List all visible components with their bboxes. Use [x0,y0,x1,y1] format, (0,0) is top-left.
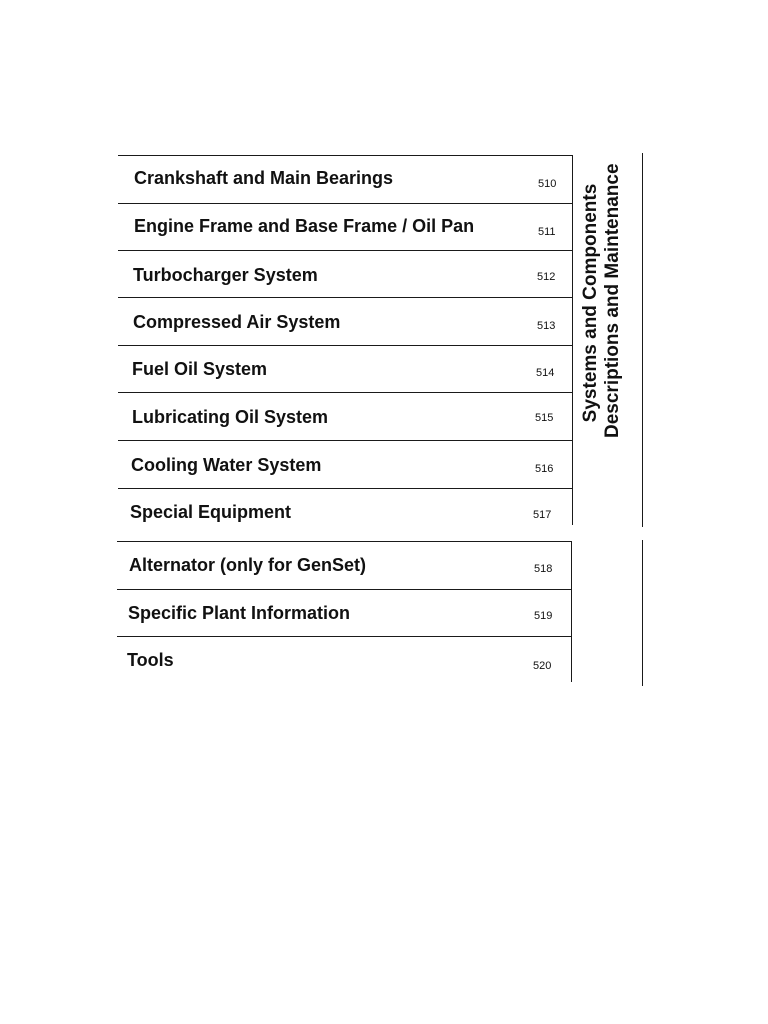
entry-title: Cooling Water System [131,455,322,475]
entry-number: 517 [533,509,552,521]
entry-number: 515 [535,412,554,424]
section-2-right-border [642,540,643,686]
entry-title: Fuel Oil System [132,359,268,379]
divider-group-2-top [117,541,571,542]
divider [118,345,572,346]
divider [118,440,572,441]
entry-title: Engine Frame and Base Frame / Oil Pan [134,216,475,236]
divider [117,589,571,590]
entry-number: 520 [533,660,552,672]
entry-number: 511 [538,226,556,238]
divider [118,392,572,393]
entry-number: 516 [535,463,554,475]
entry-number: 512 [537,271,556,283]
entry-title: Specific Plant Information [128,603,351,623]
divider-top [118,155,573,156]
entry-number: 513 [537,320,556,332]
group-1-right-border [572,155,573,525]
divider [118,203,572,204]
entry-title: Crankshaft and Main Bearings [134,168,394,188]
divider [118,250,572,251]
divider [117,636,571,637]
entry-number: 518 [534,563,553,575]
group-2-right-border [571,541,572,682]
entry-title: Lubricating Oil System [132,407,329,427]
entry-number: 519 [534,610,553,622]
entry-number: 510 [538,178,557,190]
section-right-border [642,153,643,527]
divider [118,297,572,298]
section-title [580,163,640,438]
section-title-rotated [580,163,640,438]
section-title-line-1: Systems and Components [580,183,601,423]
divider [118,488,572,489]
entry-title: Tools [127,650,174,670]
entry-title: Alternator (only for GenSet) [129,555,367,575]
section-title-line-2: Descriptions and Maintenance [602,163,623,438]
entry-title: Special Equipment [130,502,292,522]
entry-title: Compressed Air System [133,312,341,332]
entry-title: Turbocharger System [133,265,318,285]
entry-number: 514 [536,367,555,379]
